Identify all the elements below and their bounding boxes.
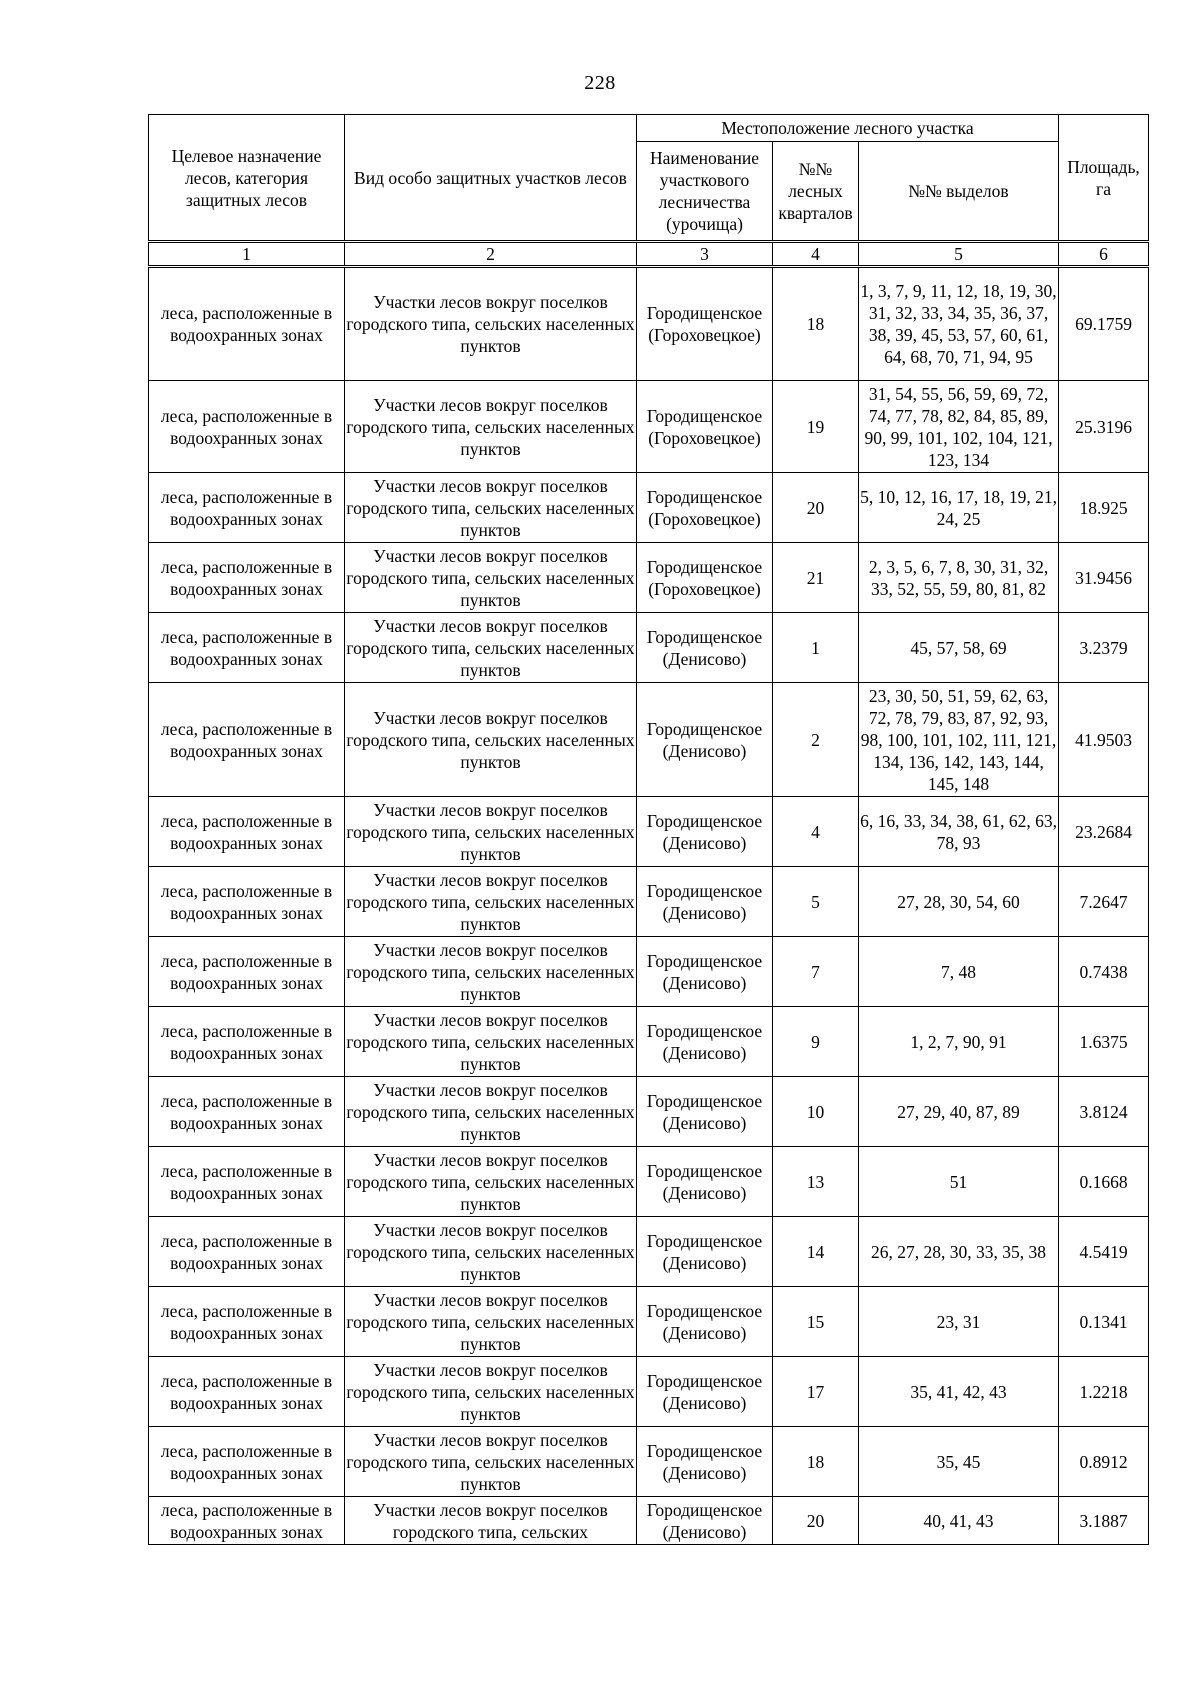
- table-row: [149, 937, 1149, 1007]
- cell-area: 69.1759: [1059, 267, 1149, 381]
- cell-quarter: 4: [773, 797, 859, 867]
- header-special-type: Вид особо защитных участков лесов: [345, 115, 637, 242]
- cell-quarter: 15: [773, 1287, 859, 1357]
- forest-plots-table: [148, 114, 1149, 1545]
- cell-forestry: Городищенское (Денисово): [637, 1497, 773, 1545]
- cell-purpose: леса, расположенные в водоохранных зонах: [149, 867, 345, 937]
- table-row: [149, 1287, 1149, 1357]
- header-forestry-name: Наименование участкового лесничества (урочища): [637, 142, 773, 242]
- cell-special-type: Участки лесов вокруг поселков городского типа, сельских населенных пунктов: [345, 1007, 637, 1077]
- cell-special-type: Участки лесов вокруг поселков городского типа, сельских населенных пунктов: [345, 1077, 637, 1147]
- table-row: [149, 1357, 1149, 1427]
- cell-allotments: 31, 54, 55, 56, 59, 69, 72, 74, 77, 78, 82, 84, 85, 89, 90, 99, 101, 102, 104, 121, 123, 134: [859, 381, 1059, 473]
- cell-area: 7.2647: [1059, 867, 1149, 937]
- column-number: 6: [1059, 242, 1149, 267]
- cell-special-type: Участки лесов вокруг поселков городского типа, сельских населенных пунктов: [345, 1427, 637, 1497]
- cell-allotments: 45, 57, 58, 69: [859, 613, 1059, 683]
- cell-allotments: 35, 45: [859, 1427, 1059, 1497]
- cell-special-type: Участки лесов вокруг поселков городского типа, сельских населенных пунктов: [345, 797, 637, 867]
- cell-quarter: 20: [773, 473, 859, 543]
- cell-quarter: 1: [773, 613, 859, 683]
- cell-quarter: 18: [773, 267, 859, 381]
- cell-forestry: Городищенское (Гороховецкое): [637, 473, 773, 543]
- cell-area: 3.8124: [1059, 1077, 1149, 1147]
- table-row: [149, 267, 1149, 381]
- page-number: 228: [584, 72, 616, 94]
- cell-purpose: леса, расположенные в водоохранных зонах: [149, 1357, 345, 1427]
- cell-purpose: леса, расположенные в водоохранных зонах: [149, 937, 345, 1007]
- table-header-row: [149, 115, 1149, 142]
- cell-allotments: 7, 48: [859, 937, 1059, 1007]
- cell-area: 3.1887: [1059, 1497, 1149, 1545]
- table-row: [149, 683, 1149, 797]
- cell-forestry: Городищенское (Денисово): [637, 1007, 773, 1077]
- header-quarters: №№ лесных кварталов: [773, 142, 859, 242]
- cell-forestry: Городищенское (Денисово): [637, 613, 773, 683]
- cell-special-type: Участки лесов вокруг поселков городского типа, сельских населенных пунктов: [345, 1287, 637, 1357]
- cell-special-type: Участки лесов вокруг поселков городского типа, сельских населенных пунктов: [345, 867, 637, 937]
- cell-allotments: 51: [859, 1147, 1059, 1217]
- cell-allotments: 27, 28, 30, 54, 60: [859, 867, 1059, 937]
- cell-allotments: 1, 2, 7, 90, 91: [859, 1007, 1059, 1077]
- cell-area: 31.9456: [1059, 543, 1149, 613]
- table-row: [149, 1427, 1149, 1497]
- cell-purpose: леса, расположенные в водоохранных зонах: [149, 1077, 345, 1147]
- table-row: [149, 543, 1149, 613]
- table-row: [149, 613, 1149, 683]
- header-area: Площадь, га: [1059, 115, 1149, 242]
- cell-forestry: Городищенское (Денисово): [637, 1287, 773, 1357]
- table-row: [149, 1077, 1149, 1147]
- column-number: 3: [637, 242, 773, 267]
- cell-quarter: 21: [773, 543, 859, 613]
- cell-area: 0.1341: [1059, 1287, 1149, 1357]
- cell-area: 41.9503: [1059, 683, 1149, 797]
- cell-special-type: Участки лесов вокруг поселков городского типа, сельских населенных пунктов: [345, 683, 637, 797]
- cell-purpose: леса, расположенные в водоохранных зонах: [149, 267, 345, 381]
- column-number-row: [149, 242, 1149, 267]
- table-row: [149, 473, 1149, 543]
- cell-forestry: Городищенское (Денисово): [637, 683, 773, 797]
- table-row: [149, 1497, 1149, 1545]
- cell-special-type: Участки лесов вокруг поселков городского типа, сельских населенных пунктов: [345, 1147, 637, 1217]
- cell-area: 25.3196: [1059, 381, 1149, 473]
- cell-quarter: 18: [773, 1427, 859, 1497]
- cell-quarter: 10: [773, 1077, 859, 1147]
- cell-purpose: леса, расположенные в водоохранных зонах: [149, 613, 345, 683]
- cell-special-type: Участки лесов вокруг поселков городского типа, сельских населенных пунктов: [345, 1357, 637, 1427]
- cell-quarter: 13: [773, 1147, 859, 1217]
- cell-quarter: 19: [773, 381, 859, 473]
- cell-forestry: Городищенское (Денисово): [637, 1427, 773, 1497]
- cell-forestry: Городищенское (Денисово): [637, 1077, 773, 1147]
- cell-forestry: Городищенское (Денисово): [637, 937, 773, 1007]
- cell-area: 0.7438: [1059, 937, 1149, 1007]
- cell-forestry: Городищенское (Денисово): [637, 1147, 773, 1217]
- table-row: [149, 381, 1149, 473]
- cell-area: 0.8912: [1059, 1427, 1149, 1497]
- cell-forestry: Городищенское (Денисово): [637, 1217, 773, 1287]
- table-row: [149, 1147, 1149, 1217]
- cell-quarter: 9: [773, 1007, 859, 1077]
- cell-allotments: 27, 29, 40, 87, 89: [859, 1077, 1059, 1147]
- cell-quarter: 7: [773, 937, 859, 1007]
- cell-forestry: Городищенское (Гороховецкое): [637, 267, 773, 381]
- cell-allotments: 35, 41, 42, 43: [859, 1357, 1059, 1427]
- cell-allotments: 5, 10, 12, 16, 17, 18, 19, 21, 24, 25: [859, 473, 1059, 543]
- cell-special-type: Участки лесов вокруг поселков городского типа, сельских: [345, 1497, 637, 1545]
- cell-purpose: леса, расположенные в водоохранных зонах: [149, 1007, 345, 1077]
- table-row: [149, 867, 1149, 937]
- cell-special-type: Участки лесов вокруг поселков городского типа, сельских населенных пунктов: [345, 937, 637, 1007]
- cell-quarter: 17: [773, 1357, 859, 1427]
- cell-quarter: 5: [773, 867, 859, 937]
- cell-purpose: леса, расположенные в водоохранных зонах: [149, 1147, 345, 1217]
- column-number: 4: [773, 242, 859, 267]
- cell-special-type: Участки лесов вокруг поселков городского типа, сельских населенных пунктов: [345, 543, 637, 613]
- cell-special-type: Участки лесов вокруг поселков городского типа, сельских населенных пунктов: [345, 1217, 637, 1287]
- cell-allotments: 23, 30, 50, 51, 59, 62, 63, 72, 78, 79, 83, 87, 92, 93, 98, 100, 101, 102, 111, 121, 134, 136, 142, 143, 144, 145, 148: [859, 683, 1059, 797]
- cell-special-type: Участки лесов вокруг поселков городского типа, сельских населенных пунктов: [345, 473, 637, 543]
- cell-area: 18.925: [1059, 473, 1149, 543]
- cell-purpose: леса, расположенные в водоохранных зонах: [149, 1427, 345, 1497]
- cell-allotments: 40, 41, 43: [859, 1497, 1059, 1545]
- cell-allotments: 23, 31: [859, 1287, 1059, 1357]
- header-location-group: Местоположение лесного участка: [637, 115, 1059, 142]
- cell-allotments: 2, 3, 5, 6, 7, 8, 30, 31, 32, 33, 52, 55, 59, 80, 81, 82: [859, 543, 1059, 613]
- cell-purpose: леса, расположенные в водоохранных зонах: [149, 1217, 345, 1287]
- header-allotments: №№ выделов: [859, 142, 1059, 242]
- table-body: [149, 267, 1149, 1545]
- cell-forestry: Городищенское (Денисово): [637, 797, 773, 867]
- cell-area: 23.2684: [1059, 797, 1149, 867]
- cell-area: 1.6375: [1059, 1007, 1149, 1077]
- cell-quarter: 20: [773, 1497, 859, 1545]
- cell-allotments: 6, 16, 33, 34, 38, 61, 62, 63, 78, 93: [859, 797, 1059, 867]
- cell-purpose: леса, расположенные в водоохранных зонах: [149, 797, 345, 867]
- cell-purpose: леса, расположенные в водоохранных зонах: [149, 1287, 345, 1357]
- cell-purpose: леса, расположенные в водоохранных зонах: [149, 683, 345, 797]
- cell-area: 1.2218: [1059, 1357, 1149, 1427]
- cell-forestry: Городищенское (Денисово): [637, 1357, 773, 1427]
- table-row: [149, 797, 1149, 867]
- cell-special-type: Участки лесов вокруг поселков городского типа, сельских населенных пунктов: [345, 613, 637, 683]
- cell-quarter: 14: [773, 1217, 859, 1287]
- cell-area: 0.1668: [1059, 1147, 1149, 1217]
- cell-purpose: леса, расположенные в водоохранных зонах: [149, 1497, 345, 1545]
- cell-special-type: Участки лесов вокруг поселков городского типа, сельских населенных пунктов: [345, 267, 637, 381]
- table-row: [149, 1217, 1149, 1287]
- cell-purpose: леса, расположенные в водоохранных зонах: [149, 543, 345, 613]
- table-row: [149, 1007, 1149, 1077]
- cell-area: 3.2379: [1059, 613, 1149, 683]
- cell-allotments: 1, 3, 7, 9, 11, 12, 18, 19, 30, 31, 32, 33, 34, 35, 36, 37, 38, 39, 45, 53, 57, 60, 61, 64, 68, 70, 71, 94, 95: [859, 267, 1059, 381]
- column-number: 5: [859, 242, 1059, 267]
- cell-purpose: леса, расположенные в водоохранных зонах: [149, 473, 345, 543]
- cell-forestry: Городищенское (Гороховецкое): [637, 381, 773, 473]
- column-number: 2: [345, 242, 637, 267]
- column-number: 1: [149, 242, 345, 267]
- cell-quarter: 2: [773, 683, 859, 797]
- cell-area: 4.5419: [1059, 1217, 1149, 1287]
- header-purpose: Целевое назначение лесов, категория защитных лесов: [149, 115, 345, 242]
- cell-forestry: Городищенское (Гороховецкое): [637, 543, 773, 613]
- cell-special-type: Участки лесов вокруг поселков городского типа, сельских населенных пунктов: [345, 381, 637, 473]
- cell-forestry: Городищенское (Денисово): [637, 867, 773, 937]
- cell-allotments: 26, 27, 28, 30, 33, 35, 38: [859, 1217, 1059, 1287]
- cell-purpose: леса, расположенные в водоохранных зонах: [149, 381, 345, 473]
